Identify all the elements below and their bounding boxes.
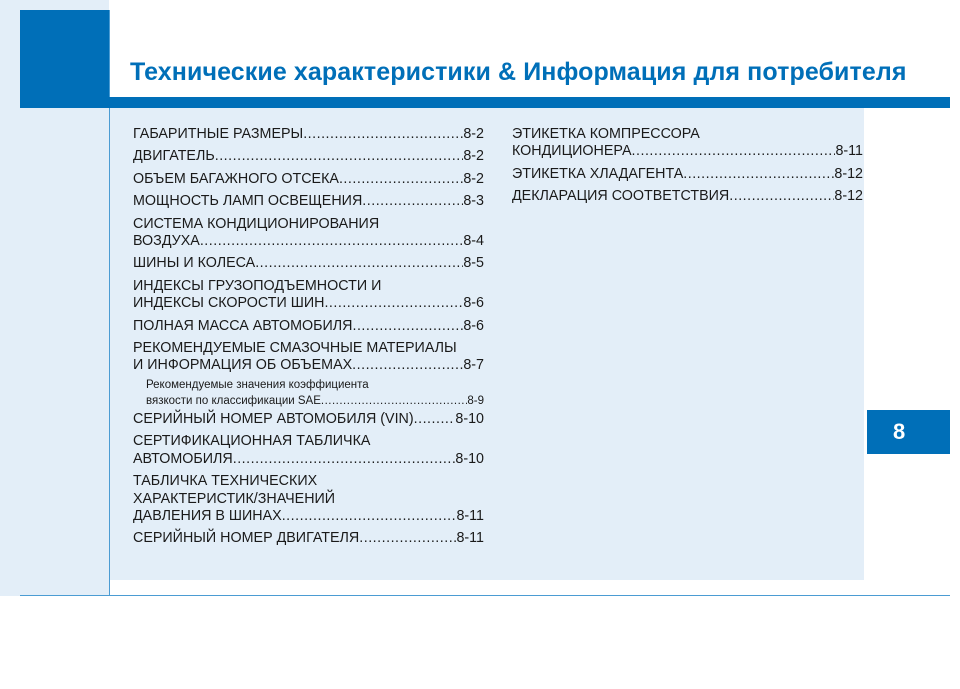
toc-entry-row bbox=[146, 393, 484, 409]
toc-entry-label: ДЕКЛАРАЦИЯ СООТВЕТСТВИЯ bbox=[512, 188, 730, 205]
toc-entry-label: ДАВЛЕНИЯ В ШИНАХ bbox=[133, 507, 282, 524]
toc-page-number: 8-11 bbox=[456, 530, 484, 547]
toc-entry-row bbox=[133, 530, 484, 547]
toc-entry-row bbox=[133, 295, 484, 312]
footer-rule bbox=[20, 595, 950, 596]
toc-entry[interactable] bbox=[133, 278, 484, 313]
dot-leader bbox=[255, 255, 463, 272]
toc-entry-label: МОЩНОСТЬ ЛАМП ОСВЕЩЕНИЯ bbox=[133, 193, 363, 210]
toc-page-number: 8-5 bbox=[463, 255, 484, 272]
dot-leader bbox=[683, 166, 834, 183]
toc-entry-label: ИНДЕКСЫ СКОРОСТИ ШИН bbox=[133, 295, 325, 312]
toc-entry[interactable] bbox=[133, 193, 484, 210]
dot-leader bbox=[233, 451, 456, 468]
toc-entry[interactable] bbox=[133, 433, 484, 468]
toc-entry[interactable] bbox=[133, 411, 484, 428]
toc-entry[interactable] bbox=[133, 473, 484, 525]
toc-entry-label: ОБЪЕМ БАГАЖНОГО ОТСЕКА bbox=[133, 170, 339, 187]
toc-page-number: 8-4 bbox=[463, 233, 484, 250]
toc-entry[interactable] bbox=[133, 255, 484, 272]
toc-entry[interactable] bbox=[512, 166, 863, 183]
toc-entry[interactable] bbox=[133, 126, 484, 143]
dot-leader bbox=[321, 393, 467, 409]
toc-entry-label: ТАБЛИЧКА ТЕХНИЧЕСКИХ bbox=[133, 473, 318, 490]
right-margin-strip bbox=[864, 108, 950, 580]
toc-column-right bbox=[512, 126, 863, 211]
toc-entry-label: СЕРИЙНЫЙ НОМЕР АВТОМОБИЛЯ (VIN) bbox=[133, 410, 414, 427]
toc-page-number: 8-11 bbox=[456, 507, 484, 524]
dot-leader bbox=[215, 148, 464, 165]
toc-entry-row bbox=[512, 143, 863, 160]
toc-page-number: 8-7 bbox=[463, 357, 484, 374]
toc-page-number: 8-12 bbox=[834, 165, 863, 182]
toc-column-left bbox=[133, 126, 484, 553]
dot-leader bbox=[200, 233, 464, 250]
toc-page-number: 8-2 bbox=[463, 126, 484, 142]
dot-leader bbox=[359, 530, 456, 547]
toc-entry-row bbox=[133, 233, 484, 250]
toc-entry[interactable] bbox=[133, 148, 484, 165]
toc-page-number: 8-2 bbox=[463, 170, 484, 187]
dot-leader bbox=[352, 357, 463, 374]
toc-entry-label: СИСТЕМА КОНДИЦИОНИРОВАНИЯ bbox=[133, 215, 380, 232]
page-title: Технические характеристики & Информация для потребителя bbox=[130, 58, 907, 86]
toc-entry-label: Рекомендуемые значения коэффициента bbox=[146, 378, 369, 391]
toc-entry-row bbox=[512, 188, 863, 205]
toc-entry[interactable] bbox=[133, 530, 484, 547]
dot-leader bbox=[339, 171, 463, 188]
toc-page-number: 8-3 bbox=[463, 193, 484, 210]
toc-entry-row bbox=[133, 126, 484, 143]
toc-entry[interactable] bbox=[512, 126, 863, 161]
toc-entry-label: КОНДИЦИОНЕРА bbox=[512, 143, 632, 160]
toc-entry-row bbox=[133, 357, 484, 374]
toc-entry-label: ВОЗДУХА bbox=[133, 233, 200, 250]
toc-page-number: 8-9 bbox=[467, 394, 484, 407]
toc-subentry[interactable] bbox=[133, 377, 484, 409]
toc-page-number: 8-10 bbox=[455, 410, 484, 427]
dot-leader bbox=[729, 188, 834, 205]
dot-leader bbox=[352, 318, 463, 335]
toc-entry[interactable] bbox=[133, 340, 484, 375]
dot-leader bbox=[324, 295, 463, 312]
toc-entry-label: ЭТИКЕТКА ХЛАДАГЕНТА bbox=[512, 165, 684, 182]
toc-page-number: 8-2 bbox=[463, 148, 484, 165]
toc-entry-row bbox=[133, 451, 484, 468]
toc-entry-label: АВТОМОБИЛЯ bbox=[133, 450, 233, 467]
toc-entry-label: ПОЛНАЯ МАССА АВТОМОБИЛЯ bbox=[133, 317, 353, 334]
toc-page-number: 8-6 bbox=[463, 317, 484, 334]
header-rule bbox=[109, 97, 950, 108]
toc-entry-label: ГАБАРИТНЫЕ РАЗМЕРЫ bbox=[133, 126, 304, 142]
toc-entry-row bbox=[133, 193, 484, 210]
dot-leader bbox=[282, 508, 457, 525]
toc-entry-row bbox=[133, 411, 484, 428]
toc-entry-row bbox=[512, 166, 863, 183]
toc-entry[interactable] bbox=[133, 318, 484, 335]
dot-leader bbox=[632, 143, 836, 160]
dot-leader bbox=[414, 411, 456, 428]
toc-entry-row bbox=[133, 318, 484, 335]
toc-entry-row bbox=[133, 255, 484, 272]
toc-entry[interactable] bbox=[133, 171, 484, 188]
toc-entry-label: ЭТИКЕТКА КОМПРЕССОРА bbox=[512, 126, 700, 142]
dot-leader bbox=[303, 126, 463, 143]
toc-entry-label: ИНДЕКСЫ ГРУЗОПОДЪЕМНОСТИ И bbox=[133, 277, 382, 294]
dot-leader bbox=[362, 193, 463, 210]
toc-entry[interactable] bbox=[133, 216, 484, 251]
chapter-color-block bbox=[20, 10, 109, 108]
toc-page-number: 8-12 bbox=[834, 188, 863, 205]
toc-entry-row bbox=[133, 171, 484, 188]
toc-entry-row bbox=[133, 508, 484, 525]
toc-entry-label: И ИНФОРМАЦИЯ ОБ ОБЪЕМАХ bbox=[133, 357, 353, 374]
toc-entry-label: РЕКОМЕНДУЕМЫЕ СМАЗОЧНЫЕ МАТЕРИАЛЫ bbox=[133, 340, 457, 357]
chapter-tab[interactable]: 8 bbox=[867, 410, 950, 454]
toc-entry-label: ШИНЫ И КОЛЕСА bbox=[133, 255, 256, 272]
toc-entry-row bbox=[133, 148, 484, 165]
toc-page-number: 8-11 bbox=[835, 143, 863, 160]
toc-page-number: 8-6 bbox=[463, 295, 484, 312]
toc-page-number: 8-10 bbox=[455, 450, 484, 467]
toc-entry-label: ХАРАКТЕРИСТИК/ЗНАЧЕНИЙ bbox=[133, 490, 336, 507]
toc-entry-label: вязкости по классификации SAE bbox=[146, 394, 321, 407]
toc-entry-label: СЕРТИФИКАЦИОННАЯ ТАБЛИЧКА bbox=[133, 433, 371, 450]
toc-entry-label: СЕРИЙНЫЙ НОМЕР ДВИГАТЕЛЯ bbox=[133, 530, 360, 547]
toc-entry-label: ДВИГАТЕЛЬ bbox=[133, 148, 215, 165]
toc-entry[interactable] bbox=[512, 188, 863, 205]
